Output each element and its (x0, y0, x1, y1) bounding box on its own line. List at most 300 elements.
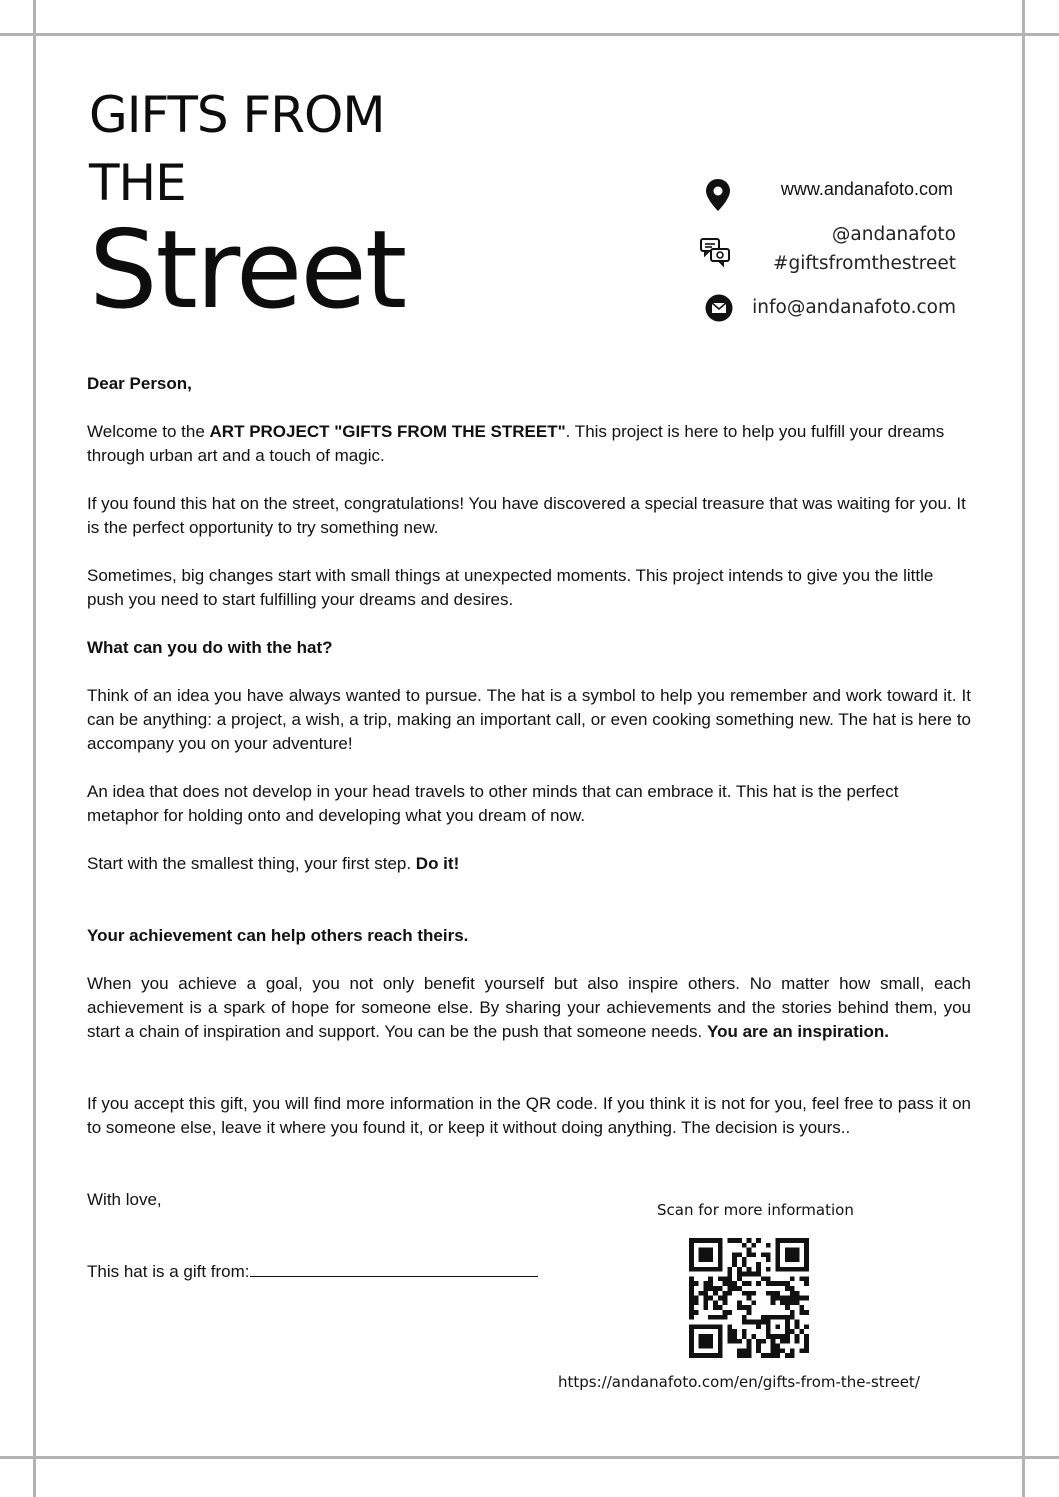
qr-module (790, 1296, 795, 1301)
qr-module (795, 1296, 800, 1301)
qr-module (780, 1348, 785, 1353)
qr-module (780, 1315, 785, 1320)
qr-module (723, 1315, 728, 1320)
qr-module (718, 1329, 723, 1334)
qr-module (723, 1310, 728, 1315)
qr-module (727, 1272, 732, 1277)
qr-module (732, 1329, 737, 1334)
qr-module (795, 1252, 800, 1257)
qr-module (723, 1296, 728, 1301)
p7-text: When you achieve a goal, you not only benefit yourself but also inspire others. No matter how small, each achievement is a spark of hope for someone else. By sharing your achievements and the stories behind them, you start a chain of inspiration and support. You can be the push that someone needs. (87, 974, 971, 1041)
qr-module (689, 1276, 694, 1281)
qr-module (699, 1257, 704, 1262)
signature-blank[interactable] (250, 1262, 538, 1277)
qr-module (785, 1296, 790, 1301)
qr-module (737, 1272, 742, 1277)
qr-module (795, 1300, 800, 1305)
qr-module (699, 1248, 704, 1253)
qr-module (718, 1353, 723, 1358)
qr-module (756, 1272, 761, 1277)
p1-start: Welcome to the (87, 422, 210, 441)
qr-module (771, 1344, 776, 1349)
qr-module (708, 1296, 713, 1301)
qr-module (775, 1267, 780, 1272)
qr-module (689, 1310, 694, 1315)
qr-module (703, 1291, 708, 1296)
qr-module (771, 1281, 776, 1286)
qr-module (795, 1339, 800, 1344)
qr-module (737, 1353, 742, 1358)
qr-module (689, 1315, 694, 1320)
title-street: Street (89, 208, 406, 333)
qr-module (766, 1324, 771, 1329)
qr-module (795, 1267, 800, 1272)
qr-module (708, 1276, 713, 1281)
qr-module (699, 1339, 704, 1344)
closing: With love, (87, 1190, 162, 1209)
qr-module (742, 1320, 747, 1325)
qr-module (775, 1334, 780, 1339)
paragraph-big-changes: Sometimes, big changes start with small things at unexpected moments. This project intends to give you the little push you need to start fulfilling your dreams and desires. (87, 566, 934, 609)
qr-module (766, 1334, 771, 1339)
qr-module (756, 1238, 761, 1243)
qr-module (751, 1320, 756, 1325)
qr-module (703, 1248, 708, 1253)
p6-do-it: Do it! (415, 854, 460, 873)
qr-module (718, 1286, 723, 1291)
qr-module (785, 1339, 790, 1344)
qr-module (732, 1334, 737, 1339)
qr-module (775, 1248, 780, 1253)
qr-module (708, 1238, 713, 1243)
qr-module (751, 1272, 756, 1277)
qr-module (766, 1329, 771, 1334)
qr-module (785, 1353, 790, 1358)
qr-module (799, 1305, 804, 1310)
qr-module (694, 1300, 699, 1305)
qr-module (804, 1267, 809, 1272)
qr-module (742, 1281, 747, 1286)
qr-module (804, 1262, 809, 1267)
paragraph-start-small (87, 852, 971, 876)
qr-module (732, 1281, 737, 1286)
qr-module (780, 1238, 785, 1243)
heading-2-text: Your achievement can help others reach theirs. (87, 926, 469, 945)
paragraph-accept-gift: If you accept this gift, you will find more information in the QR code. If you think it is not for you, feel free to pass it on to someone else, leave it where you found it, or keep it without doing anything. The decision is yours.. (87, 1094, 971, 1137)
qr-module (804, 1296, 809, 1301)
qr-module (766, 1257, 771, 1262)
qr-module (708, 1339, 713, 1344)
qr-module (723, 1281, 728, 1286)
qr-module (689, 1238, 694, 1243)
qr-module (694, 1281, 699, 1286)
qr-module (756, 1344, 761, 1349)
qr-module (737, 1276, 742, 1281)
title-line-2: THE (89, 154, 186, 212)
qr-module (795, 1320, 800, 1325)
qr-module (761, 1320, 766, 1325)
qr-module (737, 1339, 742, 1344)
qr-module (718, 1243, 723, 1248)
qr-module (790, 1286, 795, 1291)
qr-module (775, 1348, 780, 1353)
qr-module (799, 1348, 804, 1353)
qr-module (790, 1300, 795, 1305)
qr-module (718, 1334, 723, 1339)
qr-module (689, 1344, 694, 1349)
qr-module (756, 1320, 761, 1325)
qr-module (790, 1276, 795, 1281)
qr-module (742, 1257, 747, 1262)
qr-module (785, 1315, 790, 1320)
qr-module (708, 1267, 713, 1272)
qr-module (780, 1339, 785, 1344)
qr-module (689, 1296, 694, 1301)
qr-module (713, 1353, 718, 1358)
paragraph-found-hat: If you found this hat on the street, congratulations! You have discovered a special treasure that was waiting for you. It is the perfect opportunity to try something new. (87, 494, 966, 537)
qr-module (732, 1257, 737, 1262)
qr-module (737, 1238, 742, 1243)
heading-what-can-you-do (87, 636, 971, 660)
qr-module (708, 1315, 713, 1320)
qr-module (790, 1348, 795, 1353)
qr-module (761, 1315, 766, 1320)
qr-module (771, 1315, 776, 1320)
qr-module (785, 1267, 790, 1272)
qr-module (689, 1334, 694, 1339)
qr-module (727, 1238, 732, 1243)
qr-module (766, 1267, 771, 1272)
qr-module (713, 1291, 718, 1296)
qr-module (775, 1281, 780, 1286)
qr-module (689, 1262, 694, 1267)
qr-module (718, 1296, 723, 1301)
qr-module (785, 1324, 790, 1329)
qr-module (718, 1276, 723, 1281)
frame-right-line (1022, 0, 1025, 1497)
mail-icon (705, 294, 733, 322)
qr-module (703, 1339, 708, 1344)
qr-module (723, 1291, 728, 1296)
qr-module (766, 1320, 771, 1325)
qr-module (742, 1272, 747, 1277)
qr-module (775, 1291, 780, 1296)
qr-module (804, 1310, 809, 1315)
qr-module (732, 1238, 737, 1243)
social-handle-link[interactable]: @andanafoto (831, 224, 956, 245)
qr-module (747, 1305, 752, 1310)
qr-module (699, 1252, 704, 1257)
qr-module (694, 1267, 699, 1272)
qr-module (742, 1262, 747, 1267)
qr-module (703, 1252, 708, 1257)
qr-url-link[interactable]: https://andanafoto.com/en/gifts-from-the-street/ (558, 1373, 920, 1391)
qr-module (689, 1305, 694, 1310)
p1-end: . This project is here to help you fulfill your dreams through urban art and a touch of magic. (87, 422, 945, 465)
email-link[interactable]: info@andanafoto.com (752, 297, 956, 318)
qr-module (771, 1300, 776, 1305)
qr-module (804, 1243, 809, 1248)
qr-module (775, 1296, 780, 1301)
qr-module (737, 1348, 742, 1353)
qr-module (804, 1276, 809, 1281)
hashtag-link[interactable]: #giftsfromthestreet (773, 253, 956, 274)
qr-module (804, 1248, 809, 1253)
qr-module (756, 1324, 761, 1329)
qr-module (742, 1334, 747, 1339)
p1-project-name: ART PROJECT "GIFTS FROM THE STREET" (209, 422, 566, 441)
paragraph-welcome (87, 420, 971, 468)
qr-module (713, 1324, 718, 1329)
website-link[interactable]: www.andanafoto.com (780, 179, 953, 199)
qr-module (689, 1329, 694, 1334)
paragraph-think-idea: Think of an idea you have always wanted to pursue. The hat is a symbol to help you remember and work toward it. It can be anything: a project, a wish, a trip, making an important call, or even cooking something new. The hat is here to accompany you on your adventure! (87, 686, 971, 753)
qr-module (780, 1281, 785, 1286)
paragraph-achieve-goal (87, 972, 971, 1044)
qr-module (775, 1252, 780, 1257)
qr-module (718, 1344, 723, 1349)
qr-module (727, 1324, 732, 1329)
qr-module (766, 1276, 771, 1281)
qr-module (751, 1243, 756, 1248)
qr-module (727, 1334, 732, 1339)
qr-module (761, 1339, 766, 1344)
qr-module (694, 1324, 699, 1329)
greeting-text: Dear Person, (87, 374, 192, 393)
qr-module (799, 1329, 804, 1334)
qr-module (790, 1267, 795, 1272)
qr-module (703, 1324, 708, 1329)
qr-code[interactable] (689, 1238, 809, 1358)
qr-module (756, 1348, 761, 1353)
qr-module (790, 1291, 795, 1296)
qr-module (699, 1238, 704, 1243)
qr-module (766, 1252, 771, 1257)
qr-module (713, 1305, 718, 1310)
qr-module (785, 1334, 790, 1339)
qr-module (780, 1300, 785, 1305)
qr-module (689, 1291, 694, 1296)
qr-module (703, 1353, 708, 1358)
qr-module (689, 1348, 694, 1353)
qr-module (708, 1344, 713, 1349)
qr-module (718, 1262, 723, 1267)
qr-module (742, 1348, 747, 1353)
qr-module (775, 1257, 780, 1262)
qr-module (795, 1238, 800, 1243)
qr-module (703, 1296, 708, 1301)
qr-module (766, 1353, 771, 1358)
qr-module (790, 1353, 795, 1358)
qr-module (742, 1305, 747, 1310)
qr-module (718, 1248, 723, 1253)
qr-module (689, 1300, 694, 1305)
qr-module (708, 1257, 713, 1262)
qr-module (718, 1315, 723, 1320)
qr-module (785, 1248, 790, 1253)
qr-module (790, 1248, 795, 1253)
qr-module (785, 1305, 790, 1310)
qr-module (694, 1238, 699, 1243)
qr-module (689, 1252, 694, 1257)
qr-module (718, 1339, 723, 1344)
qr-module (699, 1353, 704, 1358)
qr-module (804, 1238, 809, 1243)
qr-module (756, 1339, 761, 1344)
qr-module (790, 1329, 795, 1334)
qr-module (737, 1252, 742, 1257)
qr-module (708, 1248, 713, 1253)
qr-module (699, 1344, 704, 1349)
qr-module (742, 1243, 747, 1248)
qr-module (689, 1243, 694, 1248)
qr-module (703, 1300, 708, 1305)
qr-module (703, 1281, 708, 1286)
qr-module (747, 1281, 752, 1286)
qr-module (799, 1276, 804, 1281)
qr-module (775, 1238, 780, 1243)
qr-module (703, 1344, 708, 1349)
qr-module (804, 1252, 809, 1257)
qr-module (785, 1238, 790, 1243)
qr-module (799, 1238, 804, 1243)
qr-module (747, 1310, 752, 1315)
qr-module (775, 1315, 780, 1320)
qr-module (699, 1291, 704, 1296)
qr-module (723, 1276, 728, 1281)
qr-module (747, 1344, 752, 1349)
qr-module (703, 1267, 708, 1272)
qr-module (751, 1334, 756, 1339)
qr-module (747, 1339, 752, 1344)
qr-module (713, 1315, 718, 1320)
qr-module (766, 1291, 771, 1296)
qr-module (718, 1305, 723, 1310)
qr-module (771, 1296, 776, 1301)
qr-module (713, 1267, 718, 1272)
qr-module (775, 1262, 780, 1267)
qr-module (708, 1286, 713, 1291)
qr-module (703, 1257, 708, 1262)
qr-module (785, 1329, 790, 1334)
qr-module (747, 1252, 752, 1257)
qr-module (761, 1252, 766, 1257)
qr-module (756, 1267, 761, 1272)
qr-module (780, 1267, 785, 1272)
qr-module (771, 1348, 776, 1353)
paragraph-idea-travels: An idea that does not develop in your head travels to other minds that can embrace it. This hat is the perfect metaphor for holding onto and developing what you dream of now. (87, 782, 899, 825)
qr-module (771, 1353, 776, 1358)
p7-inspiration: You are an inspiration. (707, 1022, 889, 1041)
qr-module (737, 1267, 742, 1272)
qr-module (703, 1334, 708, 1339)
qr-module (766, 1243, 771, 1248)
qr-module (703, 1286, 708, 1291)
qr-module (737, 1286, 742, 1291)
qr-module (785, 1252, 790, 1257)
location-pin-icon (705, 178, 731, 212)
qr-module (775, 1324, 780, 1329)
qr-module (727, 1291, 732, 1296)
qr-module (689, 1339, 694, 1344)
qr-module (737, 1305, 742, 1310)
qr-module (790, 1310, 795, 1315)
qr-module (713, 1238, 718, 1243)
qr-module (751, 1291, 756, 1296)
qr-module (747, 1291, 752, 1296)
qr-module (732, 1286, 737, 1291)
qr-module (732, 1252, 737, 1257)
qr-module (718, 1324, 723, 1329)
p6-text: Start with the smallest thing, your first step. (87, 854, 416, 873)
qr-module (785, 1257, 790, 1262)
heading-1-text: What can you do with the hat? (87, 638, 333, 657)
qr-module (747, 1296, 752, 1301)
qr-module (747, 1272, 752, 1277)
gift-from-label: This hat is a gift from: (87, 1262, 250, 1281)
qr-module (732, 1262, 737, 1267)
qr-module (703, 1305, 708, 1310)
qr-module (689, 1248, 694, 1253)
frame-bottom-line (0, 1456, 1059, 1459)
qr-module (790, 1238, 795, 1243)
qr-module (718, 1348, 723, 1353)
qr-module (771, 1334, 776, 1339)
qr-module (747, 1348, 752, 1353)
qr-module (689, 1257, 694, 1262)
qr-module (804, 1334, 809, 1339)
qr-module (747, 1248, 752, 1253)
qr-module (804, 1324, 809, 1329)
qr-module (795, 1291, 800, 1296)
qr-module (751, 1252, 756, 1257)
qr-module (771, 1339, 776, 1344)
greeting (87, 372, 971, 396)
qr-module (689, 1267, 694, 1272)
qr-module (790, 1257, 795, 1262)
qr-module (708, 1353, 713, 1358)
qr-module (766, 1281, 771, 1286)
qr-module (775, 1353, 780, 1358)
qr-module (771, 1291, 776, 1296)
qr-caption: Scan for more information (657, 1201, 854, 1219)
qr-module (780, 1334, 785, 1339)
qr-module (689, 1353, 694, 1358)
qr-module (780, 1296, 785, 1301)
qr-module (694, 1310, 699, 1315)
frame-top-line (0, 33, 1059, 36)
qr-module (713, 1286, 718, 1291)
qr-module (742, 1291, 747, 1296)
qr-module (795, 1257, 800, 1262)
qr-module (795, 1324, 800, 1329)
qr-module (785, 1320, 790, 1325)
qr-module (795, 1334, 800, 1339)
qr-module (727, 1329, 732, 1334)
qr-module (799, 1296, 804, 1301)
title-line-1: GIFTS FROM (89, 86, 385, 144)
heading-achievement (87, 924, 971, 948)
qr-module (761, 1276, 766, 1281)
qr-module (751, 1300, 756, 1305)
qr-module (804, 1257, 809, 1262)
qr-module (747, 1320, 752, 1325)
qr-module (795, 1248, 800, 1253)
qr-module (756, 1281, 761, 1286)
qr-module (727, 1267, 732, 1272)
qr-module (785, 1300, 790, 1305)
qr-module (694, 1353, 699, 1358)
